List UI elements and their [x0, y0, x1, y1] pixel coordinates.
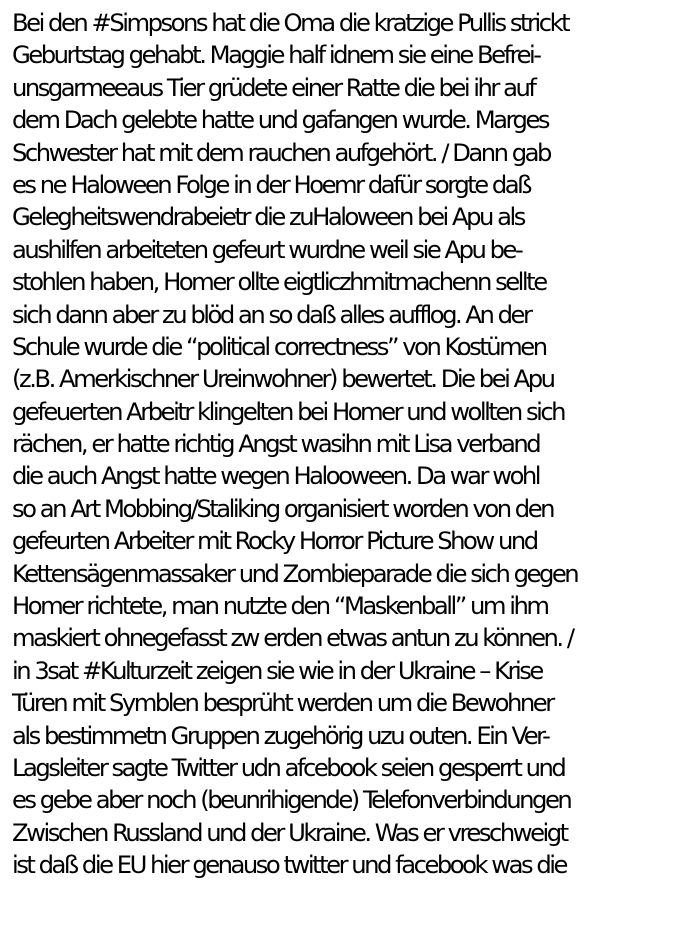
text-line: Schwester hat mit dem rauchen aufgehört. / Dann gab — [12, 137, 550, 167]
text-line: Schule wurde die “political correctness” von Kostümen — [12, 331, 546, 361]
text-line: (z.B. Amerkischner Ureinwohner) bewertet. Die bei Apu — [12, 364, 554, 394]
text-line: rächen, er hatte richtig Angst wasihn mit Lisa verband — [12, 429, 540, 459]
text-line: so an Art Mobbing/Staliking organisiert worden von den — [12, 493, 554, 523]
text-line: Geburtstag gehabt. Maggie half idnem sie eine Befrei- — [12, 40, 540, 70]
text-line: Kettensägenmassaker und Zombieparade die sich gegen — [12, 558, 578, 588]
text-line: ist daß die EU hier genauso twitter und facebook was die — [12, 850, 566, 880]
text-line: in 3sat #Kulturzeit zeigen sie wie in der Ukraine – Krise — [12, 655, 542, 685]
text-line: Homer richtete, man nutzte den “Maskenball” um ihm — [12, 591, 548, 621]
text-line: es ne Haloween Folge in der Hoemr dafür sorgte daß — [12, 169, 530, 199]
text-line: Bei den #Simpsons hat die Oma die kratzige Pullis strickt — [12, 8, 569, 37]
text-line: maskiert ohnegefasst zw erden etwas antun zu können. / — [12, 623, 573, 653]
text-line: sich dann aber zu blöd an so daß alles aufflog. An der — [12, 299, 531, 329]
document-text — [12, 7, 684, 882]
text-line: gefeuerten Arbeitr klingelten bei Homer und wollten sich — [12, 396, 565, 426]
text-line: stohlen haben, Homer ollte eigtliczhmitmachenn sellte — [12, 267, 546, 297]
text-line: gefeurten Arbeiter mit Rocky Horror Picture Show und — [12, 526, 537, 556]
text-line: die auch Angst hatte wegen Halooween. Da war wohl — [12, 461, 540, 491]
text-line: Türen mit Symblen besprüht werden um die Bewohner — [12, 688, 553, 718]
text-line: Gelegheitswendrabeietr die zuHaloween bei Apu als — [12, 202, 524, 232]
text-line: es gebe aber noch (beunrihigende) Telefonverbindungen — [12, 785, 571, 815]
text-line: Lagsleiter sagte Twitter udn afcebook seien gesperrt und — [12, 752, 565, 782]
text-line: aushilfen arbeiteten gefeurt wurdne weil sie Apu be- — [12, 234, 522, 264]
text-line: Zwischen Russland und der Ukraine. Was er vreschweigt — [12, 817, 567, 847]
text-line: als bestimmetn Gruppen zugehörig uzu outen. Ein Ver- — [12, 720, 549, 750]
text-line: dem Dach gelebte hatte und gafangen wurde. Marges — [12, 105, 549, 135]
text-line: unsgarmeeaus Tier grüdete einer Ratte die bei ihr auf — [12, 72, 535, 102]
